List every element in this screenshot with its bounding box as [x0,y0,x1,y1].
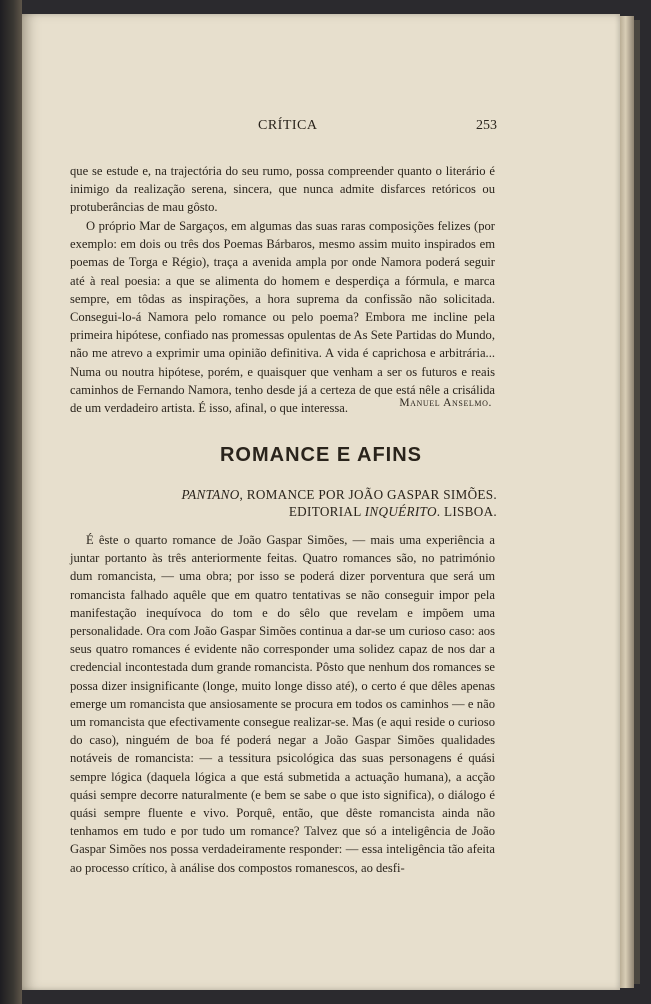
page-number: 253 [476,118,497,133]
book-spine-shadow [0,0,22,1004]
page-edge [620,16,634,988]
publisher-name: INQUÉRITO [364,504,437,519]
author-signature: Manuel Anselmo. [399,397,492,409]
paragraph-review [70,531,495,877]
page-header [22,118,620,138]
book-title: PANTANO [181,487,240,502]
paragraph-text: O próprio Mar de Sargaços, em algumas das suas raras composições felizes (por exemplo: em dois ou três dos Poemas Bárbaros, mesmo assim muito inspirados em poemas de Torga e Régio), traça a avenida ampla por onde Namora poderá seguir até à real poesia: a que se alimenta do homem e desperdiça a fórmula, e marca sempre, em tôdas as inspirações, a hora suprema da confissão não solicitada. Consegui-lo-á Namora pelo romance ou pelo poema? Embora me incline pela primeira hipótese, confiado nas promessas opulentas de As Sete Partidas do Mundo, não me atrevo a exprimir uma opinião definitiva. A vida é caprichosa e arbitrária... Numa ou noutra hipótese, porém, e quaisquer que venham a ser os futuros e reais caminhos de Fernando Namora, tenho desde já a certeza de que está nêle a crisálida de um verdadeiro artista. É isso, afinal, o que interessa. [70,219,495,416]
review-heading [142,486,497,520]
paragraph-text: que se estude e, na trajectória do seu rumo, possa compreender quanto o literário é inimigo da realização serena, sincera, que nunca admite disfarces retóricos ou protuberâncias de mau gôsto. [70,164,495,215]
page-edge-dark [634,20,640,984]
running-title: CRÍTICA [258,118,318,133]
review-heading-line-2: EDITORIAL INQUÉRITO. LISBOA. [288,504,497,519]
review-heading-line-1: PANTANO, ROMANCE POR JOÃO GASPAR SIMÕES. [181,487,497,502]
book-page [22,14,620,990]
paragraph-top-2 [70,217,495,417]
section-title: ROMANCE E AFINS [219,444,423,466]
paragraph-top-1 [70,162,495,217]
paragraph-text: É êste o quarto romance de João Gaspar Simões, — mais uma experiência a juntar portanto às três anteriormente feitas. Quatro romances são, no património dum romancista, — uma obra; por isso se poderá dizer porventura que será um romancista falhado aquêle que em quatro tentativas se não conseguir impor pela manifestação inequívoca do tom e do sêlo que revelam e impõem uma personalidade. Ora com João Gaspar Simões continua a dar-se um curioso caso: aos seus quatro romances é evidente não corresponder uma solidez capaz de nos dar a credencial incontestada dum grande romancista. Pôsto que nenhum dos romances se possa dizer insignificante (longe, muito longe disso até), o certo é que dêles apenas emerge um romancista que ansiosamente se procura em todos os caminhos — e não um romancista que efectivamente consegue realizar-se. Mas (e aqui reside o curioso do caso), ninguém de boa fé poderá negar a João Gaspar Simões qualidades notáveis de romancista: — a tessitura psicológica das suas personagens é quási sempre lógica (daquela lógica a que está submetida a actuação humana), a acção quási sempre decorre naturalmente (e bem se sabe o que isto significa), o diálogo é quási sempre fluente e vivo. Porquê, então, que dêste romancista ainda não tenhamos em tudo e por tudo um romance? Talvez que só a inteligência de João Gaspar Simões nos possa verdadeiramente responder: — essa inteligência tão afeita ao processo crítico, à análise dos compostos romanescos, ao desfi- [70,533,495,875]
